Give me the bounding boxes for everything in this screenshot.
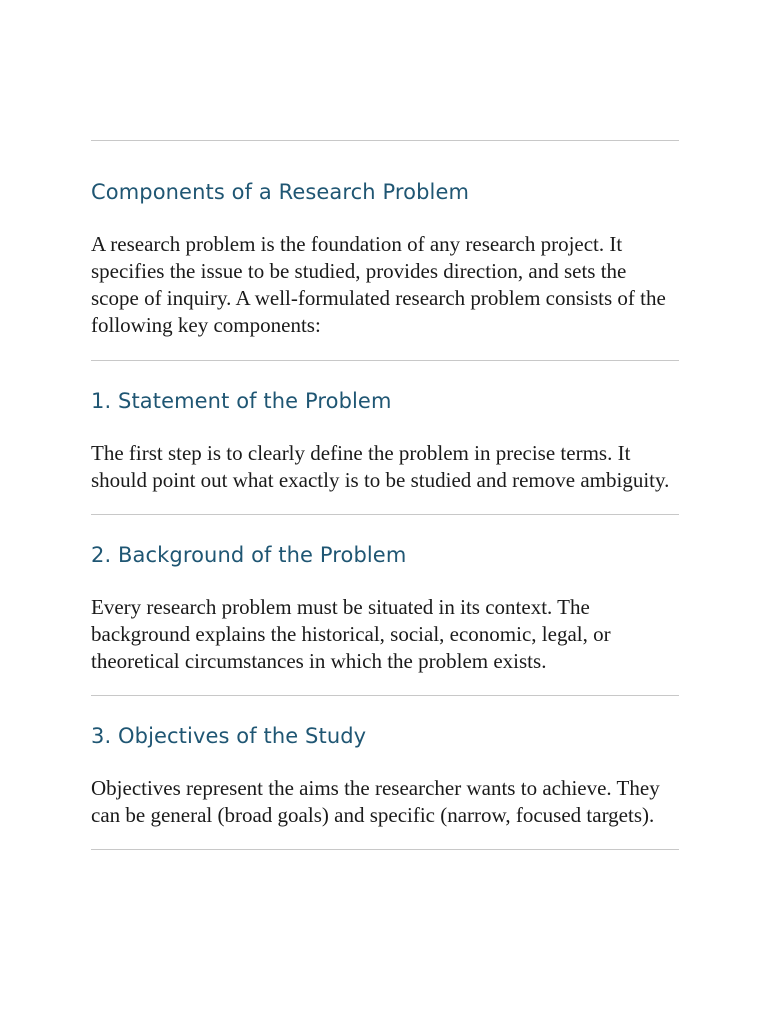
section-heading-objectives: 3. Objectives of the Study [91, 724, 367, 748]
section-objectives [91, 696, 679, 850]
section-statement [91, 361, 679, 515]
section-intro [91, 141, 679, 361]
section-background [91, 515, 679, 696]
section-body-objectives: Objectives represent the aims the researcher wants to achieve. They can be general (broad goals) and specific (narrow, focused targets). [91, 776, 660, 827]
document-page [91, 0, 679, 850]
section-heading-background: 2. Background of the Problem [91, 543, 407, 567]
section-body-intro: A research problem is the foundation of any research project. It specifies the issue to be studied, provides direction, and sets the scope of inquiry. A well-formulated research problem consists of the following key components: [91, 232, 666, 337]
section-body-background: Every research problem must be situated in its context. The background explains the historical, social, economic, legal, or theoretical circumstances in which the problem exists. [91, 595, 611, 673]
divider-objectives [91, 849, 679, 850]
section-body-statement: The first step is to clearly define the problem in precise terms. It should point out what exactly is to be studied and remove ambiguity. [91, 441, 670, 492]
section-heading-statement: 1. Statement of the Problem [91, 389, 392, 413]
section-heading-intro: Components of a Research Problem [91, 180, 470, 204]
